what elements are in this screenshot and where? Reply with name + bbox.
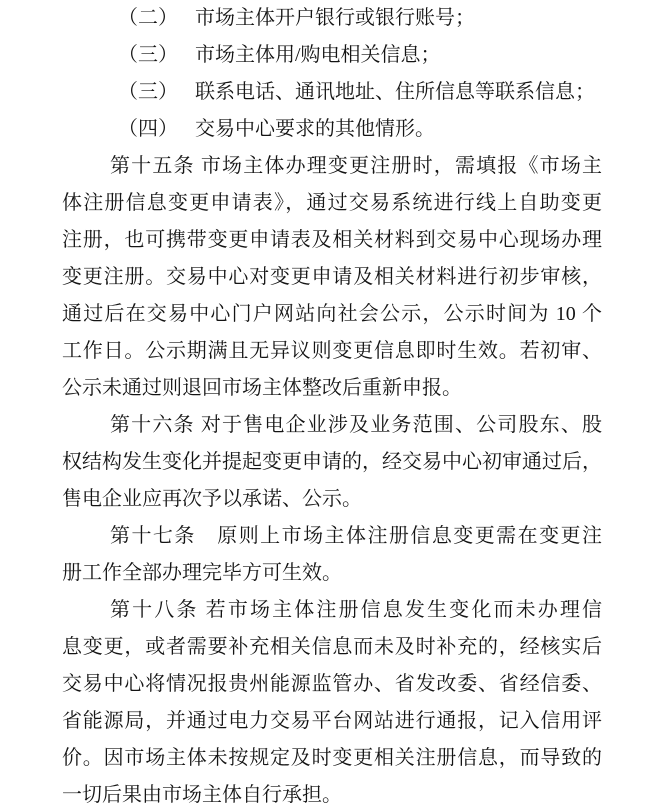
paragraph-line: 公示未通过则退回市场主体整改后重新申报。 <box>62 377 462 399</box>
paragraph-line: 第十七条 原则上市场主体注册信息变更需在变更注 <box>110 525 602 547</box>
list-item-marker: （四） <box>118 118 178 140</box>
paragraph-line: 变更注册。交易中心对变更申请及相关材料进行初步审核， <box>62 266 602 288</box>
list-item <box>62 0 602 37</box>
list-item-text: 市场主体用/购电相关信息； <box>195 44 441 66</box>
list-item-marker: （二） <box>118 7 178 29</box>
paragraph-line: 一切后果由市场主体自行承担。 <box>62 784 342 806</box>
paragraph-line: 注册，也可携带变更申请表及相关材料到交易中心现场办理 <box>62 229 602 251</box>
paragraph-line: 价。因市场主体未按规定及时变更相关注册信息，而导致的 <box>62 747 602 769</box>
paragraph-line: 权结构发生变化并提起变更申请的，经交易中心初审通过后， <box>62 451 602 473</box>
list-item-marker: （三） <box>118 81 178 103</box>
list-item <box>62 111 602 148</box>
list-item-marker: （三） <box>118 44 178 66</box>
paragraph-line: 息变更，或者需要补充相关信息而未及时补充的，经核实后 <box>62 636 602 658</box>
list-item-text: 市场主体开户银行或银行账号； <box>195 7 475 29</box>
paragraph-line: 第十五条 市场主体办理变更注册时，需填报《市场主 <box>110 155 602 177</box>
paragraph-line: 第十六条 对于售电企业涉及业务范围、公司股东、股 <box>110 414 602 436</box>
paragraph-line: 册工作全部办理完毕方可生效。 <box>62 562 342 584</box>
paragraph-line: 体注册信息变更申请表》，通过交易系统进行线上自助变更 <box>62 192 602 214</box>
paragraph-line: 通过后在交易中心门户网站向社会公示，公示时间为 10 个 <box>62 303 602 325</box>
paragraph-line: 工作日。公示期满且无异议则变更信息即时生效。若初审、 <box>62 340 602 362</box>
document-text-block <box>62 0 602 808</box>
list-item <box>62 37 602 74</box>
list-item-text: 交易中心要求的其他情形。 <box>195 118 435 140</box>
paragraph-line: 售电企业应再次予以承诺、公示。 <box>62 488 362 510</box>
paragraph-line: 省能源局，并通过电力交易平台网站进行通报，记入信用评 <box>62 710 602 732</box>
paragraph-line: 第十八条 若市场主体注册信息发生变化而未办理信 <box>110 599 602 621</box>
list-item <box>62 74 602 111</box>
paragraph-line: 交易中心将情况报贵州能源监管办、省发改委、省经信委、 <box>62 673 602 695</box>
list-item-text: 联系电话、通讯地址、住所信息等联系信息； <box>195 81 595 103</box>
